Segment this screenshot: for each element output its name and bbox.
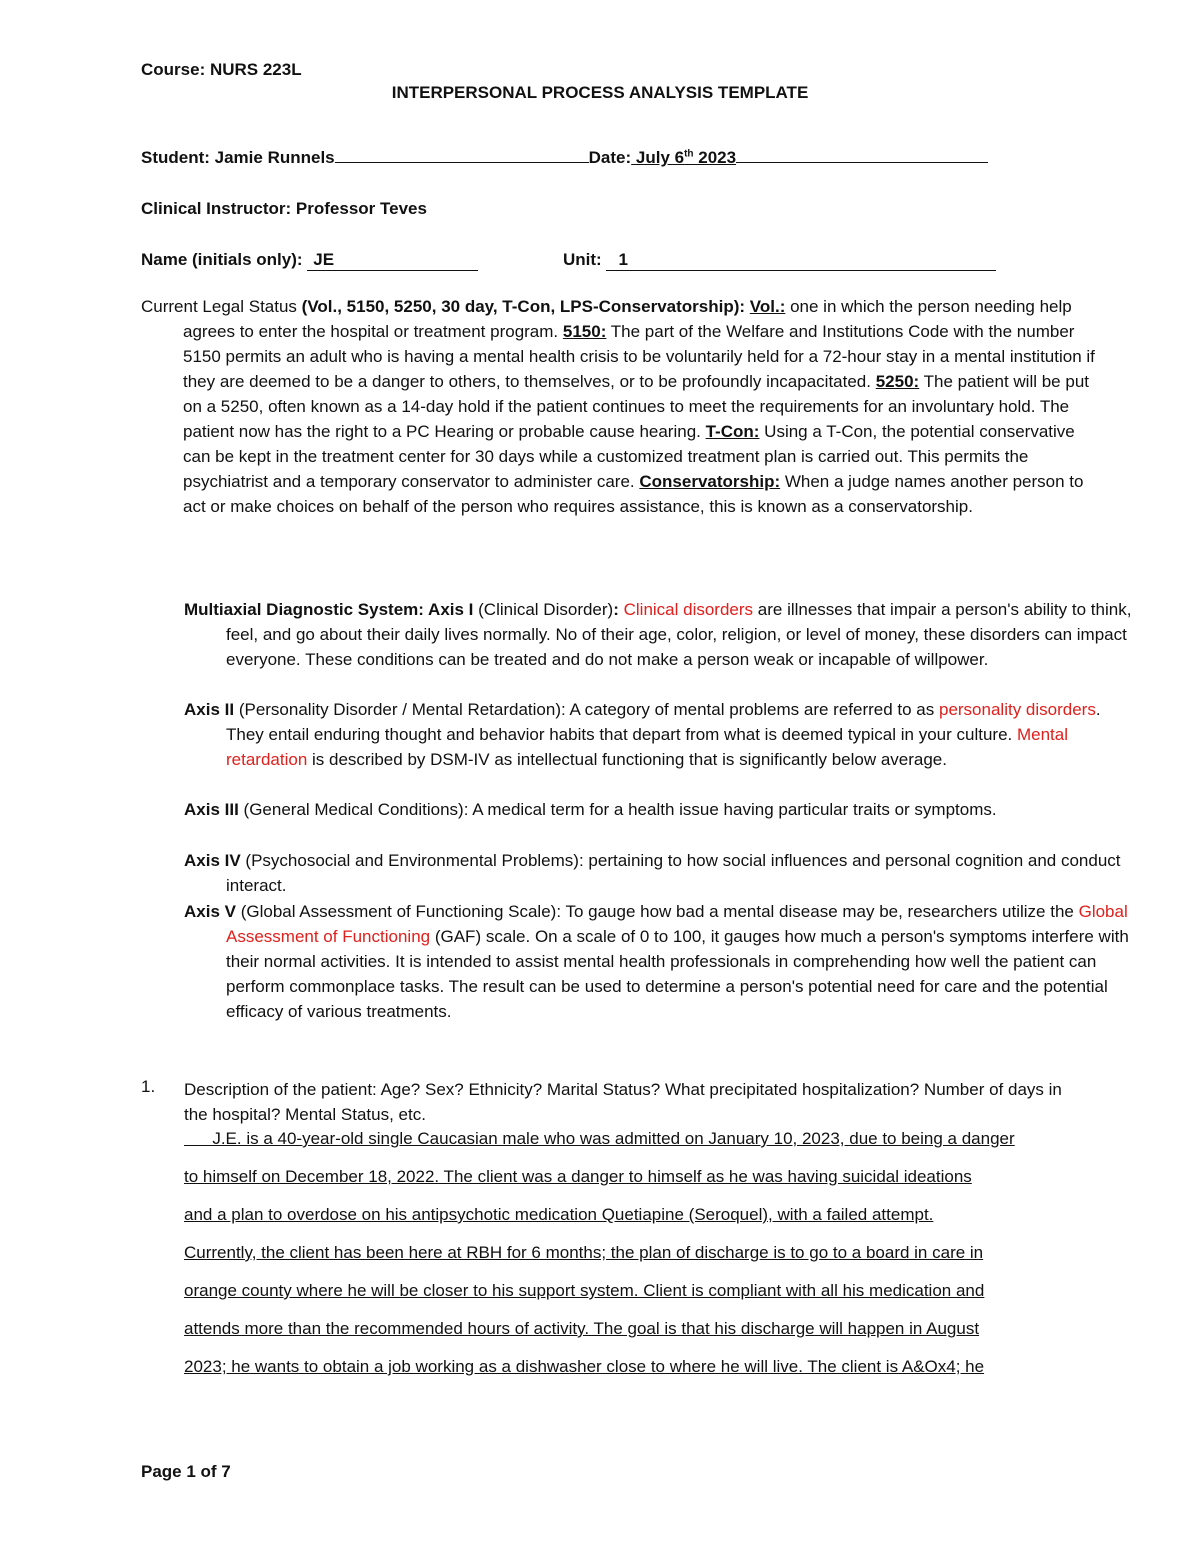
answer-line: to himself on December 18, 2022. The client was a danger to himself as he was having suicidal ideations — [184, 1167, 972, 1186]
name-value: JE — [307, 250, 478, 271]
axis-2: Axis II (Personality Disorder / Mental Retardation): A category of mental problems are referred to as personality disorders. They entail enduring thought and behavior habits that depart from what is deemed typical in your culture. Mental retardation is described by DSM-IV as intellectual functioning that is significantly below average. — [184, 700, 1101, 769]
student-label: Student: Jamie Runnels — [141, 148, 335, 167]
date-label: Date: — [588, 148, 632, 167]
page-number: Page 1 of 7 — [141, 1462, 231, 1481]
term-vol: Vol.: — [749, 297, 786, 316]
date-line — [736, 147, 988, 163]
term-5150: 5150: — [562, 322, 607, 341]
axis-5: Axis V (Global Assessment of Functioning Scale): To gauge how bad a mental disease may be, researchers utilize the Global Assessment of Functioning (GAF) scale. On a scale of 0 to 100, it gauges how much a person's symptoms interfere with their normal activities. It is intended to assist mental health professionals in comprehending how well the patient can perform commonplace tasks. The result can be used to determine a person's potential need for care and the potential efficacy of various treatments. — [184, 902, 1129, 1021]
student-line — [335, 147, 589, 163]
legal-status-paragraph: Current Legal Status (Vol., 5150, 5250, 30 day, T-Con, LPS-Conservatorship): Vol.: one in which the person needing help agrees to enter the hospital or treatment program. 5150: The part of the Welfare and Institutions Code with the number 5150 permits an adult who is having a mental health crisis to be voluntarily held for a 72-hour stay in a mental institution if they are deemed to be a danger to others, to themselves, or to be profoundly incapacitated. 5250: The patient will be put on a 5250, often known as a 14-day hold if the patient continues to meet the requirements for an involuntary hold. The patient now has the right to a PC Hearing or probable cause hearing. T-Con: Using a T-Con, the potential conservative can be kept in the treatment center for 30 days while a customized treatment plan is carried out. This permits the psychiatrist and a temporary conservator to administer care. Conservatorship: When a judge names another person to act or make choices on behalf of the person who requires assistance, this is known as a conservatorship. — [141, 297, 1095, 516]
answer-line: and a plan to overdose on his antipsychotic medication Quetiapine (Seroquel), with a failed attempt. — [184, 1205, 934, 1224]
term-personality-disorders: personality disorders — [938, 700, 1096, 719]
unit-row — [563, 250, 996, 271]
answer-line: attends more than the recommended hours of activity. The goal is that his discharge will happen in August — [184, 1319, 980, 1338]
term-tcon: T-Con: — [705, 422, 760, 441]
term-gaf: Global Assessment of Functioning — [226, 902, 1128, 946]
student-row — [141, 147, 988, 168]
document-title: INTERPERSONAL PROCESS ANALYSIS TEMPLATE — [391, 83, 809, 102]
term-clinical-disorders: Clinical disorders — [623, 600, 754, 619]
axis-1: Multiaxial Diagnostic System: Axis I (Clinical Disorder): Clinical disorders are illnesses that impair a person's ability to think, feel, and go about their daily lives normally. No of their age, color, religion, or level of money, these disorders can impact everyone. These conditions can be treated and do not make a person weak or incapable of willpower. — [184, 600, 1132, 669]
unit-value: 1 — [606, 250, 996, 271]
unit-label: Unit: — [563, 250, 602, 269]
name-label: Name (initials only): — [141, 250, 303, 269]
term-mental-retardation: Mental retardation — [226, 725, 1068, 769]
term-5250: 5250: — [875, 372, 920, 391]
course-label: Course: NURS 223L — [141, 60, 302, 79]
question-1-prompt: Description of the patient: Age? Sex? Ethnicity? Marital Status? What precipitated hospitalization? Number of days in the hospital? Mental Status, etc. — [184, 1080, 1062, 1124]
term-conservatorship: Conservatorship: — [639, 472, 781, 491]
axis-3: Axis III (General Medical Conditions): A medical term for a health issue having particular traits or symptoms. — [184, 800, 997, 819]
answer-line: J.E. is a 40-year-old single Caucasian male who was admitted on January 10, 2023, due to being a danger — [184, 1129, 1015, 1148]
question-1-number: 1. — [141, 1077, 156, 1096]
answer-line: Currently, the client has been here at RBH for 6 months; the plan of discharge is to go to a board in care in — [184, 1243, 984, 1262]
axis-4: Axis IV (Psychosocial and Environmental Problems): pertaining to how social influences and personal cognition and conduct interact. — [184, 851, 1121, 895]
answer-line: orange county where he will be closer to his support system. Client is compliant with all his medication and — [184, 1281, 985, 1300]
name-row — [141, 250, 478, 271]
answer-line: 2023; he wants to obtain a job working as a dishwasher close to where he will live. The client is A&Ox4; he — [184, 1357, 985, 1376]
date-value: July 6th 2023 — [631, 148, 737, 167]
question-1-answer — [184, 1127, 1094, 1393]
instructor-row: Clinical Instructor: Professor Teves — [141, 199, 427, 218]
